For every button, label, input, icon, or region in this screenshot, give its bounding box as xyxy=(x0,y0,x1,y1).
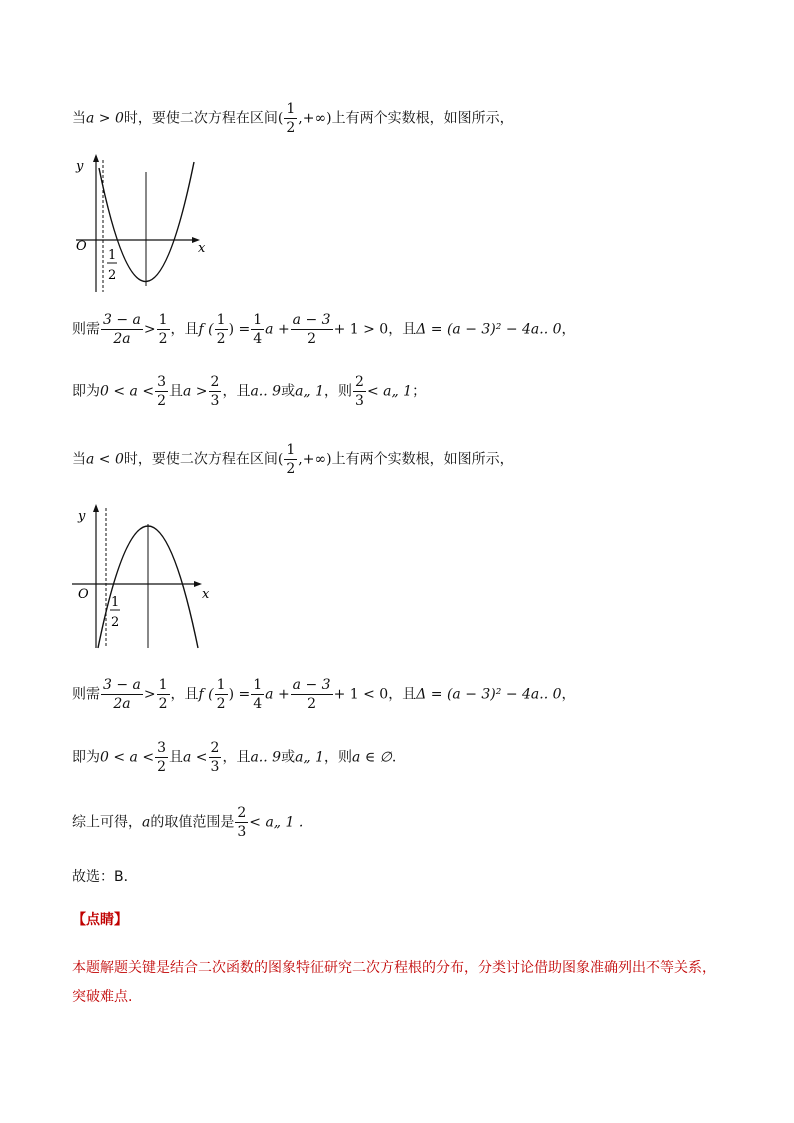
fraction: $\frac{1}{2}$ xyxy=(216,312,226,347)
text: ； xyxy=(412,383,427,400)
math: > xyxy=(143,686,156,703)
math: a + xyxy=(265,686,290,703)
text: ，且 xyxy=(170,321,199,338)
y-axis-arrow xyxy=(93,154,99,162)
case1-result xyxy=(72,375,426,408)
fraction: $\frac{1}{2}$ xyxy=(286,442,296,477)
text: ，且 xyxy=(388,321,417,338)
origin-label: O xyxy=(76,239,87,254)
comment-title: 【点睛】 xyxy=(72,912,128,928)
case2-intro xyxy=(72,443,514,476)
origin-label: O xyxy=(78,587,89,602)
fraction: $\frac{3}{2}$ xyxy=(157,740,166,775)
text: ， xyxy=(561,686,576,703)
text: ，且 xyxy=(388,686,417,703)
math: ,+∞) xyxy=(298,110,332,127)
fraction: $\frac{1}{2}$ xyxy=(158,312,168,347)
math: + 1 < 0 xyxy=(333,686,389,703)
fraction: $\frac{a - 3}{2}$ xyxy=(292,677,331,712)
text: 上有两个实数根，如图所示， xyxy=(331,451,514,468)
half-num: 1 xyxy=(111,595,120,610)
text: 当 xyxy=(72,451,86,468)
math: a > xyxy=(183,383,208,400)
math: a < xyxy=(183,749,208,766)
math: < a„ 1 xyxy=(366,383,413,400)
math: a > 0 xyxy=(86,110,124,127)
comment-line-1: 本题解题关键是结合二次函数的图象特征研究二次方程根的分布，分类讨论借助图象准确列出不等关系， xyxy=(72,960,716,976)
half-den: 2 xyxy=(111,615,120,630)
math: 0 < a < xyxy=(100,749,155,766)
math: f ( xyxy=(198,321,214,338)
fraction: $\frac{3 - a}{2a}$ xyxy=(103,677,141,712)
case1-need xyxy=(72,313,576,346)
case2-need xyxy=(72,678,576,711)
text: ，且 xyxy=(222,383,251,400)
x-axis-arrow xyxy=(194,581,202,587)
fraction: $\frac{a - 3}{2}$ xyxy=(292,312,331,347)
math: a ∈ ∅ xyxy=(352,749,392,766)
y-label: y xyxy=(76,159,84,174)
parabola-figure-2 xyxy=(66,502,226,652)
text: 或 xyxy=(281,383,296,400)
fraction: $\frac{3}{2}$ xyxy=(157,374,166,409)
text: 时，要使二次方程在区间 xyxy=(123,110,278,127)
math: ) = xyxy=(228,321,251,338)
math: ) = xyxy=(228,686,251,703)
comment-line-2: 突破难点. xyxy=(72,989,133,1005)
text: ，则 xyxy=(324,383,353,400)
fraction: $\frac{1}{2}$ xyxy=(286,101,296,136)
text: ，且 xyxy=(222,749,251,766)
text: 上有两个实数根，如图所示， xyxy=(331,110,514,127)
math: a„ 1 xyxy=(295,383,325,400)
math: + 1 > 0 xyxy=(333,321,389,338)
answer-line xyxy=(72,866,138,886)
text: ，则 xyxy=(324,749,353,766)
fraction: $\frac{1}{2}$ xyxy=(158,677,168,712)
x-label: x xyxy=(202,587,210,602)
text: 则需 xyxy=(72,686,100,703)
fraction: $\frac{1}{2}$ xyxy=(216,677,226,712)
math: > xyxy=(143,321,156,338)
math: a < 0 xyxy=(86,451,124,468)
math: . xyxy=(391,749,397,766)
graph-downward-parabola xyxy=(66,502,226,652)
y-label: y xyxy=(78,509,86,524)
text: ， xyxy=(561,321,576,338)
y-axis-arrow xyxy=(93,504,99,512)
text: 即为 xyxy=(72,383,100,400)
fraction: $\frac{1}{4}$ xyxy=(253,312,263,347)
x-label: x xyxy=(198,241,206,256)
text: 且 xyxy=(169,749,183,766)
math: Δ = (a − 3)² − 4a.. 0 xyxy=(416,686,562,703)
case1-intro xyxy=(72,102,514,135)
answer-text: 故选：B． xyxy=(72,869,138,885)
math: a„ 1 xyxy=(295,749,325,766)
math: a + xyxy=(265,321,290,338)
text: 当 xyxy=(72,110,86,127)
case2-result xyxy=(72,741,396,774)
half-den: 2 xyxy=(108,268,117,283)
text: 则需 xyxy=(72,321,100,338)
text: 时，要使二次方程在区间 xyxy=(123,451,278,468)
fraction: $\frac{1}{4}$ xyxy=(253,677,263,712)
math: ,+∞) xyxy=(298,451,332,468)
text: ，且 xyxy=(170,686,199,703)
text: 即为 xyxy=(72,749,100,766)
math: ( xyxy=(277,451,284,468)
summary-line xyxy=(72,806,303,839)
text: 且 xyxy=(169,383,183,400)
math: f ( xyxy=(198,686,214,703)
math: a xyxy=(142,814,151,831)
text: 或 xyxy=(281,749,296,766)
math: a.. 9 xyxy=(250,749,282,766)
math: < a„ 1 . xyxy=(249,814,304,831)
math: ( xyxy=(277,110,284,127)
math: 0 < a < xyxy=(100,383,155,400)
fraction: $\frac{3 - a}{2a}$ xyxy=(103,312,141,347)
parabola-figure-1 xyxy=(66,152,216,297)
fraction: $\frac{2}{3}$ xyxy=(210,374,220,409)
graph-upward-parabola xyxy=(66,152,216,297)
math: Δ = (a − 3)² − 4a.. 0 xyxy=(416,321,562,338)
fraction: $\frac{2}{3}$ xyxy=(237,805,247,840)
half-num: 1 xyxy=(108,248,117,263)
fraction: $\frac{2}{3}$ xyxy=(210,740,220,775)
text: 的取值范围是 xyxy=(150,814,235,831)
text: 综上可得， xyxy=(72,814,142,831)
fraction: $\frac{2}{3}$ xyxy=(355,374,364,409)
math: a.. 9 xyxy=(250,383,282,400)
